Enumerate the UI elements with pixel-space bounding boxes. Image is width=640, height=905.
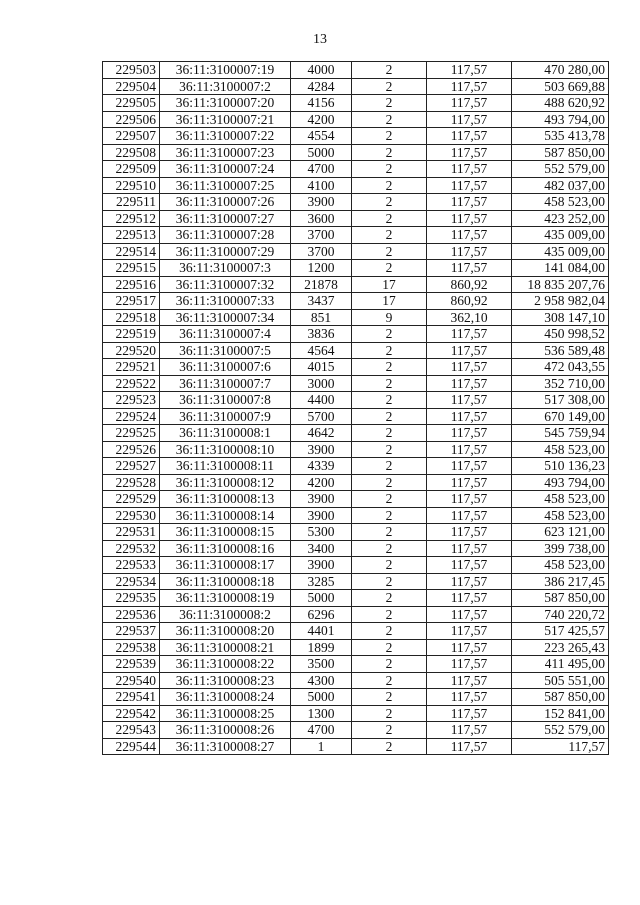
cell-record-id: 229504 — [103, 78, 160, 95]
cell-price: 117,57 — [427, 78, 512, 95]
cell-area: 4200 — [291, 111, 352, 128]
cell-share: 2 — [352, 95, 427, 112]
cell-cadastral-number: 36:11:3100008:1 — [160, 425, 291, 442]
cell-record-id: 229515 — [103, 260, 160, 277]
cell-record-id: 229524 — [103, 408, 160, 425]
cell-cadastral-number: 36:11:3100007:4 — [160, 326, 291, 343]
cell-share: 2 — [352, 639, 427, 656]
cell-cadastral-number: 36:11:3100008:19 — [160, 590, 291, 607]
cell-cadastral-number: 36:11:3100008:23 — [160, 672, 291, 689]
cell-price: 117,57 — [427, 474, 512, 491]
cell-cadastral-number: 36:11:3100008:15 — [160, 524, 291, 541]
cell-area: 4000 — [291, 62, 352, 79]
cell-price: 117,57 — [427, 243, 512, 260]
cell-area: 3400 — [291, 540, 352, 557]
table-row — [103, 194, 609, 211]
cell-share: 2 — [352, 441, 427, 458]
cell-area: 5300 — [291, 524, 352, 541]
cell-record-id: 229540 — [103, 672, 160, 689]
cell-record-id: 229533 — [103, 557, 160, 574]
table-row — [103, 656, 609, 673]
cell-total: 510 136,23 — [512, 458, 609, 475]
table-row — [103, 260, 609, 277]
cell-record-id: 229537 — [103, 623, 160, 640]
cell-record-id: 229525 — [103, 425, 160, 442]
cell-share: 2 — [352, 689, 427, 706]
cell-share: 2 — [352, 507, 427, 524]
cell-cadastral-number: 36:11:3100008:27 — [160, 738, 291, 755]
cell-share: 2 — [352, 656, 427, 673]
cell-area: 3900 — [291, 491, 352, 508]
table-row — [103, 689, 609, 706]
cell-price: 117,57 — [427, 639, 512, 656]
cell-price: 117,57 — [427, 425, 512, 442]
cell-cadastral-number: 36:11:3100008:14 — [160, 507, 291, 524]
cell-record-id: 229517 — [103, 293, 160, 310]
cell-cadastral-number: 36:11:3100007:33 — [160, 293, 291, 310]
cell-total: 503 669,88 — [512, 78, 609, 95]
cell-total: 18 835 207,76 — [512, 276, 609, 293]
cell-cadastral-number: 36:11:3100007:21 — [160, 111, 291, 128]
cell-cadastral-number: 36:11:3100007:29 — [160, 243, 291, 260]
cell-total: 223 265,43 — [512, 639, 609, 656]
cell-record-id: 229522 — [103, 375, 160, 392]
cell-area: 3437 — [291, 293, 352, 310]
cell-price: 117,57 — [427, 705, 512, 722]
data-table — [102, 61, 609, 755]
cell-total: 517 425,57 — [512, 623, 609, 640]
cell-share: 2 — [352, 623, 427, 640]
cell-record-id: 229507 — [103, 128, 160, 145]
cell-total: 450 998,52 — [512, 326, 609, 343]
cell-total: 458 523,00 — [512, 194, 609, 211]
cell-area: 3700 — [291, 227, 352, 244]
cell-total: 493 794,00 — [512, 474, 609, 491]
cell-price: 117,57 — [427, 672, 512, 689]
cell-record-id: 229519 — [103, 326, 160, 343]
cell-record-id: 229503 — [103, 62, 160, 79]
cell-total: 482 037,00 — [512, 177, 609, 194]
cell-share: 17 — [352, 276, 427, 293]
cell-total: 352 710,00 — [512, 375, 609, 392]
cell-total: 470 280,00 — [512, 62, 609, 79]
cell-share: 2 — [352, 161, 427, 178]
cell-price: 117,57 — [427, 656, 512, 673]
cell-share: 2 — [352, 573, 427, 590]
cell-area: 4156 — [291, 95, 352, 112]
cell-share: 2 — [352, 326, 427, 343]
cell-record-id: 229518 — [103, 309, 160, 326]
cell-area: 1899 — [291, 639, 352, 656]
cell-share: 2 — [352, 128, 427, 145]
cell-record-id: 229510 — [103, 177, 160, 194]
cell-area: 21878 — [291, 276, 352, 293]
cell-price: 117,57 — [427, 491, 512, 508]
cell-cadastral-number: 36:11:3100007:20 — [160, 95, 291, 112]
cell-total: 517 308,00 — [512, 392, 609, 409]
cell-total: 399 738,00 — [512, 540, 609, 557]
cell-total: 587 850,00 — [512, 590, 609, 607]
table-row — [103, 524, 609, 541]
cell-area: 3700 — [291, 243, 352, 260]
table-row — [103, 128, 609, 145]
table-row — [103, 474, 609, 491]
cell-share: 2 — [352, 705, 427, 722]
cell-total: 458 523,00 — [512, 557, 609, 574]
cell-cadastral-number: 36:11:3100008:11 — [160, 458, 291, 475]
table-row — [103, 78, 609, 95]
cell-record-id: 229511 — [103, 194, 160, 211]
cell-total: 587 850,00 — [512, 144, 609, 161]
cell-area: 3836 — [291, 326, 352, 343]
cell-price: 117,57 — [427, 408, 512, 425]
cell-total: 458 523,00 — [512, 507, 609, 524]
cell-cadastral-number: 36:11:3100008:10 — [160, 441, 291, 458]
cell-price: 860,92 — [427, 293, 512, 310]
cell-share: 2 — [352, 392, 427, 409]
table-row — [103, 392, 609, 409]
cell-total: 308 147,10 — [512, 309, 609, 326]
table-row — [103, 540, 609, 557]
cell-record-id: 229520 — [103, 342, 160, 359]
cell-price: 117,57 — [427, 161, 512, 178]
table-row — [103, 722, 609, 739]
cell-cadastral-number: 36:11:3100008:17 — [160, 557, 291, 574]
table-row — [103, 243, 609, 260]
cell-price: 117,57 — [427, 590, 512, 607]
table-row — [103, 95, 609, 112]
table-row — [103, 342, 609, 359]
cell-price: 362,10 — [427, 309, 512, 326]
cell-price: 117,57 — [427, 392, 512, 409]
cell-area: 3285 — [291, 573, 352, 590]
cell-area: 5700 — [291, 408, 352, 425]
cell-cadastral-number: 36:11:3100007:5 — [160, 342, 291, 359]
cell-price: 117,57 — [427, 194, 512, 211]
cell-total: 493 794,00 — [512, 111, 609, 128]
cell-record-id: 229527 — [103, 458, 160, 475]
cell-record-id: 229536 — [103, 606, 160, 623]
cell-price: 117,57 — [427, 557, 512, 574]
cell-area: 3900 — [291, 441, 352, 458]
cell-record-id: 229544 — [103, 738, 160, 755]
cell-area: 4700 — [291, 722, 352, 739]
cell-price: 117,57 — [427, 606, 512, 623]
cell-price: 117,57 — [427, 722, 512, 739]
table-row — [103, 705, 609, 722]
cell-area: 5000 — [291, 590, 352, 607]
cell-cadastral-number: 36:11:3100008:21 — [160, 639, 291, 656]
cell-record-id: 229531 — [103, 524, 160, 541]
cell-total: 2 958 982,04 — [512, 293, 609, 310]
cell-price: 117,57 — [427, 540, 512, 557]
cell-price: 117,57 — [427, 623, 512, 640]
cell-record-id: 229523 — [103, 392, 160, 409]
table-row — [103, 491, 609, 508]
cell-price: 117,57 — [427, 260, 512, 277]
cell-total: 435 009,00 — [512, 227, 609, 244]
cell-record-id: 229521 — [103, 359, 160, 376]
table-row — [103, 144, 609, 161]
cell-cadastral-number: 36:11:3100007:3 — [160, 260, 291, 277]
page-number: 13 — [313, 32, 327, 47]
cell-record-id: 229513 — [103, 227, 160, 244]
table-row — [103, 458, 609, 475]
cell-cadastral-number: 36:11:3100007:19 — [160, 62, 291, 79]
cell-area: 1300 — [291, 705, 352, 722]
cell-price: 117,57 — [427, 573, 512, 590]
cell-record-id: 229535 — [103, 590, 160, 607]
cell-share: 2 — [352, 78, 427, 95]
cell-area: 4400 — [291, 392, 352, 409]
cell-share: 2 — [352, 722, 427, 739]
cell-share: 2 — [352, 524, 427, 541]
cell-price: 117,57 — [427, 144, 512, 161]
cell-share: 2 — [352, 177, 427, 194]
cell-cadastral-number: 36:11:3100008:13 — [160, 491, 291, 508]
table-row — [103, 62, 609, 79]
cell-record-id: 229514 — [103, 243, 160, 260]
cell-cadastral-number: 36:11:3100007:9 — [160, 408, 291, 425]
table-row — [103, 738, 609, 755]
table-row — [103, 639, 609, 656]
cell-share: 2 — [352, 672, 427, 689]
table-row — [103, 227, 609, 244]
cell-area: 1200 — [291, 260, 352, 277]
cell-price: 117,57 — [427, 458, 512, 475]
cell-price: 117,57 — [427, 326, 512, 343]
cell-total: 435 009,00 — [512, 243, 609, 260]
table-body — [103, 62, 609, 755]
cell-area: 4564 — [291, 342, 352, 359]
cell-total: 141 084,00 — [512, 260, 609, 277]
cell-cadastral-number: 36:11:3100008:12 — [160, 474, 291, 491]
cell-cadastral-number: 36:11:3100007:32 — [160, 276, 291, 293]
cell-record-id: 229539 — [103, 656, 160, 673]
cell-price: 117,57 — [427, 342, 512, 359]
cell-total: 411 495,00 — [512, 656, 609, 673]
cell-record-id: 229543 — [103, 722, 160, 739]
cell-area: 4100 — [291, 177, 352, 194]
cell-record-id: 229512 — [103, 210, 160, 227]
cell-record-id: 229532 — [103, 540, 160, 557]
cell-record-id: 229530 — [103, 507, 160, 524]
cell-share: 2 — [352, 144, 427, 161]
cell-cadastral-number: 36:11:3100008:25 — [160, 705, 291, 722]
cell-area: 4339 — [291, 458, 352, 475]
cell-cadastral-number: 36:11:3100007:24 — [160, 161, 291, 178]
cell-total: 535 413,78 — [512, 128, 609, 145]
table-row — [103, 557, 609, 574]
cell-area: 4401 — [291, 623, 352, 640]
cell-total: 545 759,94 — [512, 425, 609, 442]
cell-cadastral-number: 36:11:3100008:18 — [160, 573, 291, 590]
cell-share: 2 — [352, 194, 427, 211]
cell-record-id: 229529 — [103, 491, 160, 508]
cell-area: 4700 — [291, 161, 352, 178]
cell-share: 2 — [352, 491, 427, 508]
cell-total: 670 149,00 — [512, 408, 609, 425]
cell-total: 152 841,00 — [512, 705, 609, 722]
cell-cadastral-number: 36:11:3100008:22 — [160, 656, 291, 673]
cell-price: 117,57 — [427, 441, 512, 458]
cell-total: 740 220,72 — [512, 606, 609, 623]
cell-price: 117,57 — [427, 507, 512, 524]
table-row — [103, 111, 609, 128]
cell-record-id: 229508 — [103, 144, 160, 161]
cell-cadastral-number: 36:11:3100007:28 — [160, 227, 291, 244]
cell-share: 2 — [352, 474, 427, 491]
cell-price: 117,57 — [427, 210, 512, 227]
cell-area: 851 — [291, 309, 352, 326]
cell-cadastral-number: 36:11:3100007:34 — [160, 309, 291, 326]
cell-record-id: 229526 — [103, 441, 160, 458]
cell-share: 17 — [352, 293, 427, 310]
cell-cadastral-number: 36:11:3100008:26 — [160, 722, 291, 739]
cell-total: 472 043,55 — [512, 359, 609, 376]
cell-share: 2 — [352, 425, 427, 442]
cell-price: 117,57 — [427, 227, 512, 244]
cell-area: 1 — [291, 738, 352, 755]
table-row — [103, 507, 609, 524]
table-row — [103, 573, 609, 590]
table-row — [103, 606, 609, 623]
cell-area: 5000 — [291, 144, 352, 161]
cell-cadastral-number: 36:11:3100007:6 — [160, 359, 291, 376]
cell-area: 3600 — [291, 210, 352, 227]
table-row — [103, 161, 609, 178]
cell-record-id: 229528 — [103, 474, 160, 491]
cell-area: 4642 — [291, 425, 352, 442]
cell-record-id: 229506 — [103, 111, 160, 128]
cell-total: 623 121,00 — [512, 524, 609, 541]
cell-share: 2 — [352, 227, 427, 244]
cell-cadastral-number: 36:11:3100008:2 — [160, 606, 291, 623]
cell-area: 4015 — [291, 359, 352, 376]
cell-total: 423 252,00 — [512, 210, 609, 227]
cell-price: 117,57 — [427, 128, 512, 145]
cell-price: 117,57 — [427, 111, 512, 128]
table-row — [103, 441, 609, 458]
cell-price: 117,57 — [427, 375, 512, 392]
table-row — [103, 623, 609, 640]
cell-total: 552 579,00 — [512, 161, 609, 178]
cell-cadastral-number: 36:11:3100007:7 — [160, 375, 291, 392]
cell-record-id: 229534 — [103, 573, 160, 590]
cell-share: 9 — [352, 309, 427, 326]
cell-area: 4300 — [291, 672, 352, 689]
cell-record-id: 229509 — [103, 161, 160, 178]
cell-record-id: 229541 — [103, 689, 160, 706]
cell-share: 2 — [352, 260, 427, 277]
cell-total: 458 523,00 — [512, 441, 609, 458]
cell-cadastral-number: 36:11:3100007:2 — [160, 78, 291, 95]
cell-share: 2 — [352, 210, 427, 227]
cell-share: 2 — [352, 342, 427, 359]
cell-area: 3500 — [291, 656, 352, 673]
cell-price: 117,57 — [427, 62, 512, 79]
cell-cadastral-number: 36:11:3100008:16 — [160, 540, 291, 557]
table-row — [103, 359, 609, 376]
table-row — [103, 177, 609, 194]
cell-share: 2 — [352, 111, 427, 128]
table-row — [103, 590, 609, 607]
cell-area: 3000 — [291, 375, 352, 392]
table-row — [103, 276, 609, 293]
cell-price: 117,57 — [427, 177, 512, 194]
table-row — [103, 210, 609, 227]
cell-share: 2 — [352, 408, 427, 425]
table-row — [103, 375, 609, 392]
cell-area: 3900 — [291, 557, 352, 574]
cell-area: 3900 — [291, 194, 352, 211]
cell-cadastral-number: 36:11:3100007:26 — [160, 194, 291, 211]
cell-area: 3900 — [291, 507, 352, 524]
cell-total: 536 589,48 — [512, 342, 609, 359]
cell-record-id: 229505 — [103, 95, 160, 112]
cell-area: 4554 — [291, 128, 352, 145]
cell-price: 117,57 — [427, 359, 512, 376]
cell-cadastral-number: 36:11:3100007:22 — [160, 128, 291, 145]
cell-area: 4284 — [291, 78, 352, 95]
cell-share: 2 — [352, 375, 427, 392]
table-row — [103, 672, 609, 689]
table-row — [103, 326, 609, 343]
cell-area: 6296 — [291, 606, 352, 623]
cell-area: 5000 — [291, 689, 352, 706]
cell-share: 2 — [352, 540, 427, 557]
cell-share: 2 — [352, 590, 427, 607]
cell-area: 4200 — [291, 474, 352, 491]
cell-total: 587 850,00 — [512, 689, 609, 706]
cell-cadastral-number: 36:11:3100007:8 — [160, 392, 291, 409]
cell-cadastral-number: 36:11:3100008:20 — [160, 623, 291, 640]
cell-share: 2 — [352, 606, 427, 623]
cell-total: 488 620,92 — [512, 95, 609, 112]
cell-share: 2 — [352, 458, 427, 475]
cell-record-id: 229542 — [103, 705, 160, 722]
cell-total: 552 579,00 — [512, 722, 609, 739]
cell-total: 386 217,45 — [512, 573, 609, 590]
cell-share: 2 — [352, 359, 427, 376]
table-row — [103, 309, 609, 326]
cell-share: 2 — [352, 738, 427, 755]
cell-price: 117,57 — [427, 524, 512, 541]
cell-cadastral-number: 36:11:3100007:27 — [160, 210, 291, 227]
cell-cadastral-number: 36:11:3100008:24 — [160, 689, 291, 706]
cell-share: 2 — [352, 62, 427, 79]
cell-cadastral-number: 36:11:3100007:25 — [160, 177, 291, 194]
table-row — [103, 293, 609, 310]
table-row — [103, 408, 609, 425]
cell-total: 505 551,00 — [512, 672, 609, 689]
cell-share: 2 — [352, 557, 427, 574]
cell-record-id: 229538 — [103, 639, 160, 656]
cell-share: 2 — [352, 243, 427, 260]
cell-record-id: 229516 — [103, 276, 160, 293]
table-row — [103, 425, 609, 442]
cell-cadastral-number: 36:11:3100007:23 — [160, 144, 291, 161]
cell-price: 117,57 — [427, 689, 512, 706]
cell-price: 860,92 — [427, 276, 512, 293]
cell-price: 117,57 — [427, 95, 512, 112]
cell-price: 117,57 — [427, 738, 512, 755]
cell-total: 117,57 — [512, 738, 609, 755]
cell-total: 458 523,00 — [512, 491, 609, 508]
